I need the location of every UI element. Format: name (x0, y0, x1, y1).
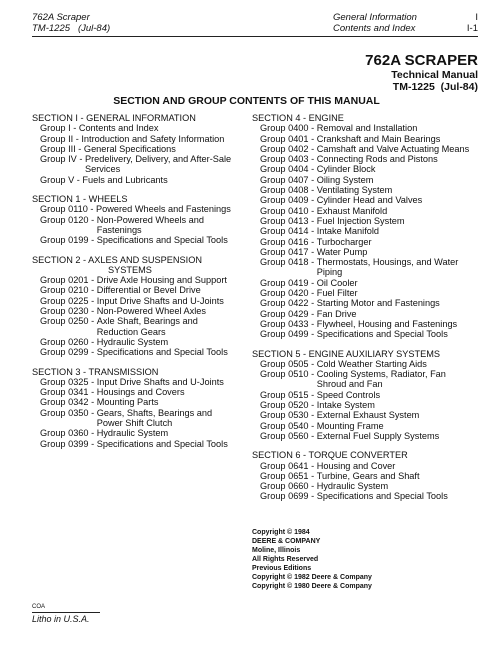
toc-section (252, 450, 478, 501)
group-entry: Group 0410 - Exhaust Manifold (252, 206, 478, 216)
group-title: Differential or Bevel Drive (96, 285, 201, 296)
group-title: Removal and Installation (316, 123, 418, 134)
group-title: Mounting Frame (316, 420, 384, 431)
group-title: Crankshaft and Main Bearings (316, 133, 441, 144)
group-title: External Fuel Supply Systems (316, 430, 440, 441)
group-label: Group 0210 (40, 285, 89, 296)
group-entry: Group 0230 - Non-Powered Wheel Axles (32, 306, 234, 316)
group-title: Cylinder Head and Valves (316, 195, 423, 206)
group-entry: Group 0660 - Hydraulic System (252, 481, 478, 491)
group-entry: Group 0403 - Connecting Rods and Pistons (252, 154, 478, 164)
footer-litho: Litho in U.S.A. (32, 614, 90, 624)
group-entry: Group 0505 - Cold Weather Starting Aids (252, 359, 478, 369)
group-label: Group 0260 (40, 336, 89, 347)
group-entry: Group 0520 - Intake System (252, 400, 478, 410)
group-entry: Group 0641 - Housing and Cover (252, 461, 478, 471)
toc-section (252, 113, 478, 340)
group-title: Starting Motor and Fastenings (316, 298, 440, 309)
toc-right-column (252, 113, 478, 502)
group-label: Group 0401 (260, 133, 309, 144)
group-title: Fan Drive (316, 308, 357, 319)
group-entry: Group 0429 - Fan Drive (252, 309, 478, 319)
group-title: Intake System (316, 400, 375, 411)
group-label: Group 0520 (260, 400, 309, 411)
group-title: Cooling Systems, Radiator, Fan Shroud and Fan (316, 369, 446, 390)
footer-rule (32, 612, 100, 613)
group-title: Intake Manifold (316, 226, 380, 237)
group-title: Powered Wheels and Fastenings (96, 204, 231, 215)
group-title: Camshaft and Valve Actuating Means (316, 143, 470, 154)
group-label: Group 0341 (40, 387, 89, 398)
group-label: Group II (40, 133, 74, 144)
document-tm-line: TM-1225 (Jul-84) (392, 81, 478, 93)
group-label: Group 0641 (260, 460, 309, 471)
group-entry: Group 0416 - Turbocharger (252, 237, 478, 247)
group-title: Cold Weather Starting Aids (316, 358, 427, 369)
group-label: Group 0422 (260, 298, 309, 309)
header-tm-date: (Jul-84) (77, 23, 111, 34)
section-title: SECTION 3 - TRANSMISSION (32, 366, 159, 377)
group-entry: Group II - Introduction and Safety Information (32, 134, 234, 144)
group-title: Specifications and Special Tools (316, 329, 448, 340)
group-entry: Group 0413 - Fuel Injection System (252, 216, 478, 226)
group-title: Specifications and Special Tools (316, 491, 448, 502)
group-title: Water Pump (316, 246, 368, 257)
group-entry: Group 0408 - Ventilating System (252, 185, 478, 195)
group-label: Group 0530 (260, 410, 309, 421)
copyright-line: Moline, Illinois (252, 547, 301, 554)
group-title: Oil Cooler (316, 277, 358, 288)
group-entry: Group 0530 - External Exhaust System (252, 410, 478, 420)
group-entry: Group 0409 - Cylinder Head and Valves (252, 195, 478, 205)
group-title: Non-Powered Wheel Axles (96, 306, 206, 317)
copyright-line: DEERE & COMPANY (252, 538, 321, 545)
group-entry: Group 0420 - Fuel Filter (252, 288, 478, 298)
copyright-line: Copyright © 1980 Deere & Company (252, 583, 372, 590)
toc-section (32, 194, 234, 245)
group-entry: Group 0342 - Mounting Parts (32, 397, 234, 407)
group-entry: Group 0201 - Drive Axle Housing and Support (32, 275, 234, 285)
group-label: Group 0413 (260, 215, 309, 226)
group-title: Turbine, Gears and Shaft (316, 470, 420, 481)
group-title: Oiling System (316, 174, 374, 185)
group-entry: Group 0401 - Crankshaft and Main Bearings (252, 134, 478, 144)
document-title: 762A SCRAPER (365, 52, 478, 69)
group-entry: Group 0540 - Mounting Frame (252, 421, 478, 431)
group-title: Contents and Index (78, 123, 159, 134)
group-title: Hydraulic System (316, 481, 389, 492)
group-label: Group 0201 (40, 275, 89, 286)
group-title: Predelivery, Delivery, and After-Sale Services (84, 154, 232, 175)
group-label: Group 0540 (260, 420, 309, 431)
group-label: Group 0560 (260, 430, 309, 441)
copyright-line: All Rights Reserved (252, 556, 319, 563)
group-label: Group 0199 (40, 235, 89, 246)
group-title: Housings and Covers (96, 387, 185, 398)
group-entry: Group 0250 - Axle Shaft, Bearings and Reduction Gears (32, 316, 234, 337)
toc-section (32, 113, 234, 185)
header-group-name: Contents and Index (333, 23, 416, 34)
group-title: Flywheel, Housing and Fastenings (316, 318, 458, 329)
group-entry: Group IV - Predelivery, Delivery, and After-Sale Services (32, 154, 234, 175)
group-entry: Group 0210 - Differential or Bevel Drive (32, 285, 234, 295)
copyright-line: Copyright © 1984 (252, 529, 310, 536)
document-subtitle: Technical Manual (391, 69, 478, 81)
group-title: Hydraulic System (96, 336, 169, 347)
toc-heading: SECTION AND GROUP CONTENTS OF THIS MANUAL (113, 95, 380, 107)
group-label: Group 0416 (260, 236, 309, 247)
group-title: Speed Controls (316, 389, 381, 400)
group-label: Group 0225 (40, 295, 89, 306)
group-entry: Group 0417 - Water Pump (252, 247, 478, 257)
group-entry: Group 0350 - Gears, Shafts, Bearings and Power Shift Clutch (32, 408, 234, 429)
group-title: Cylinder Block (316, 164, 376, 175)
group-title: Ventilating System (316, 185, 393, 196)
group-title: Hydraulic System (96, 428, 169, 439)
group-label: Group 0407 (260, 174, 309, 185)
group-entry: Group 0399 - Specifications and Special Tools (32, 439, 234, 449)
group-entry: Group 0120 - Non-Powered Wheels and Fastenings (32, 215, 234, 236)
group-label: Group 0433 (260, 318, 309, 329)
group-entry: Group 0433 - Flywheel, Housing and Fastenings (252, 319, 478, 329)
group-label: Group 0299 (40, 347, 89, 358)
group-entry: Group V - Fuels and Lubricants (32, 175, 234, 185)
group-label: Group III (40, 143, 76, 154)
group-title: Exhaust Manifold (316, 205, 388, 216)
section-title: SECTION 6 - TORQUE CONVERTER (252, 450, 408, 461)
toc-section (32, 367, 234, 449)
header-manual-name: 762A Scraper (32, 12, 90, 23)
group-entry: Group 0499 - Specifications and Special Tools (252, 329, 478, 339)
group-title: Thermostats, Housings, and Water Piping (316, 257, 459, 278)
section-title: SECTION 2 - AXLES AND SUSPENSION (32, 254, 203, 265)
group-entry: Group 0515 - Speed Controls (252, 390, 478, 400)
group-label: Group 0419 (260, 277, 309, 288)
toc-left-column (32, 113, 234, 449)
group-label: Group 0510 (260, 369, 309, 380)
header-section-number: I (475, 12, 478, 23)
group-label: Group 0699 (260, 491, 309, 502)
group-entry: Group 0422 - Starting Motor and Fastenings (252, 298, 478, 308)
group-entry: Group 0402 - Camshaft and Valve Actuating Means (252, 144, 478, 154)
section-title: SECTION 1 - WHEELS (32, 194, 128, 205)
header-rule (32, 36, 478, 37)
copyright-line: Copyright © 1982 Deere & Company (252, 574, 372, 581)
group-label: Group 0515 (260, 389, 309, 400)
group-title: Drive Axle Housing and Support (96, 275, 227, 286)
group-entry: Group 0407 - Oiling System (252, 175, 478, 185)
group-title: Mounting Parts (96, 397, 159, 408)
group-entry: Group 0299 - Specifications and Special Tools (32, 347, 234, 357)
group-title: General Specifications (83, 143, 176, 154)
group-title: Specifications and Special Tools (96, 235, 228, 246)
group-label: Group 0499 (260, 329, 309, 340)
group-title: Fuel Filter (316, 288, 358, 299)
header-tm-code: TM-1225 (32, 23, 71, 34)
group-title: Input Drive Shafts and U-Joints (96, 376, 224, 387)
toc-section (32, 255, 234, 358)
section-title: SECTION 4 - ENGINE (252, 113, 344, 123)
group-entry: Group 0699 - Specifications and Special Tools (252, 491, 478, 501)
group-label: Group V (40, 174, 75, 185)
copyright-line: Previous Editions (252, 565, 312, 572)
group-entry: Group 0260 - Hydraulic System (32, 337, 234, 347)
group-label: Group 0250 (40, 316, 89, 327)
group-title: Fuels and Lubricants (82, 174, 168, 185)
group-entry: Group 0325 - Input Drive Shafts and U-Joints (32, 377, 234, 387)
group-entry: Group 0414 - Intake Manifold (252, 226, 478, 236)
group-label: Group 0342 (40, 397, 89, 408)
copyright-block (252, 528, 372, 591)
group-entry: Group 0651 - Turbine, Gears and Shaft (252, 471, 478, 481)
group-entry: Group 0510 - Cooling Systems, Radiator, Fan Shroud and Fan (252, 369, 478, 390)
group-label: Group 0404 (260, 164, 309, 175)
group-entry: Group 0360 - Hydraulic System (32, 428, 234, 438)
section-title: SECTION I - GENERAL INFORMATION (32, 113, 196, 123)
section-title: SECTION 5 - ENGINE AUXILIARY SYSTEMS (252, 348, 441, 359)
group-label: Group 0230 (40, 306, 89, 317)
group-title: Fuel Injection System (316, 215, 405, 226)
group-label: Group 0360 (40, 428, 89, 439)
group-title: Specifications and Special Tools (96, 347, 228, 358)
group-label: Group 0400 (260, 123, 309, 134)
group-entry: Group III - General Specifications (32, 144, 234, 154)
group-label: Group 0403 (260, 154, 309, 165)
header-page-number: I-1 (466, 23, 478, 34)
group-entry: Group 0418 - Thermostats, Housings, and Water Piping (252, 257, 478, 278)
group-entry: Group 0404 - Cylinder Block (252, 164, 478, 174)
group-label: Group 0429 (260, 308, 309, 319)
header-tm-number (32, 23, 110, 34)
footer-code: COA (32, 604, 46, 610)
group-title: Non-Powered Wheels and Fastenings (96, 214, 204, 235)
group-entry: Group 0400 - Removal and Installation (252, 123, 478, 133)
group-label: Group IV (40, 154, 77, 165)
group-entry: Group 0341 - Housings and Covers (32, 387, 234, 397)
group-label: Group 0409 (260, 195, 309, 206)
section-title-continued: SYSTEMS (108, 264, 152, 275)
group-label: Group 0120 (40, 214, 89, 225)
group-label: Group 0110 (40, 204, 88, 215)
header-section-name: General Information (333, 12, 417, 23)
toc-section (252, 349, 478, 442)
group-label: Group 0418 (260, 257, 309, 268)
group-title: Turbocharger (316, 236, 372, 247)
group-title: Housing and Cover (316, 460, 396, 471)
group-title: Introduction and Safety Information (81, 133, 225, 144)
group-entry: Group 0419 - Oil Cooler (252, 278, 478, 288)
group-entry: Group 0225 - Input Drive Shafts and U-Joints (32, 296, 234, 306)
group-label: Group 0651 (260, 470, 309, 481)
group-title: Axle Shaft, Bearings and Reduction Gears (96, 316, 198, 337)
group-label: Group 0414 (260, 226, 309, 237)
group-label: Group 0325 (40, 376, 89, 387)
group-title: Connecting Rods and Pistons (316, 154, 438, 165)
group-label: Group 0420 (260, 288, 309, 299)
group-title: Input Drive Shafts and U-Joints (96, 295, 224, 306)
group-label: Group 0350 (40, 407, 89, 418)
group-label: Group 0410 (260, 205, 309, 216)
group-label: Group 0408 (260, 185, 309, 196)
group-label: Group 0417 (260, 246, 309, 257)
group-label: Group 0505 (260, 358, 309, 369)
group-label: Group I (40, 123, 71, 134)
group-label: Group 0399 (40, 438, 89, 449)
group-entry: Group 0560 - External Fuel Supply Systems (252, 431, 478, 441)
group-title: Gears, Shafts, Bearings and Power Shift Clutch (96, 407, 213, 429)
group-title: Specifications and Special Tools (96, 438, 228, 449)
group-label: Group 0660 (260, 481, 309, 492)
group-entry: Group 0110 - Powered Wheels and Fastenings (32, 204, 234, 214)
group-title: External Exhaust System (316, 410, 420, 421)
group-label: Group 0402 (260, 143, 309, 154)
group-entry: Group 0199 - Specifications and Special Tools (32, 235, 234, 245)
group-entry: Group I - Contents and Index (32, 123, 234, 133)
